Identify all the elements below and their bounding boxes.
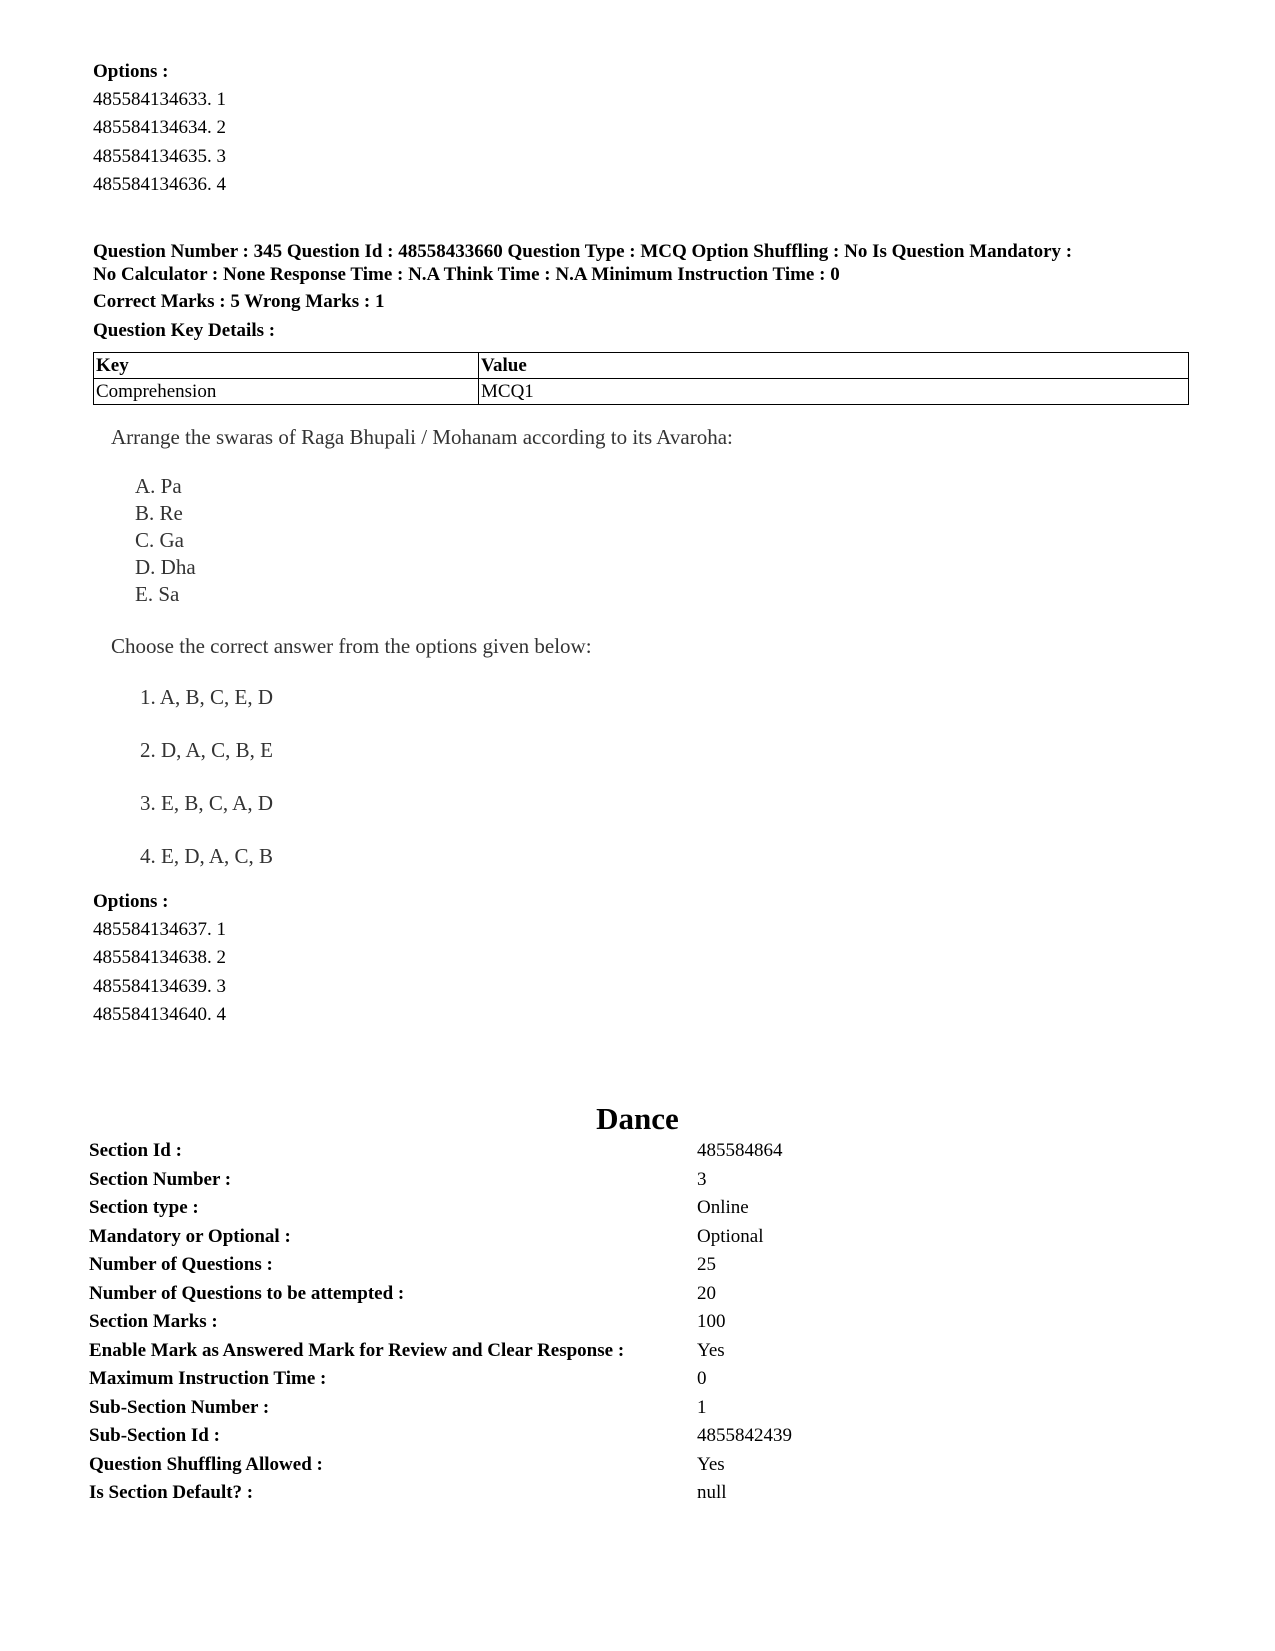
- option-item: 485584134634. 2: [93, 117, 226, 138]
- section-row-label: Section type :: [89, 1197, 199, 1218]
- option-item: 485584134636. 4: [93, 174, 226, 195]
- answer-choice: 4. E, D, A, C, B: [140, 844, 274, 868]
- section-row-value: Yes: [697, 1454, 725, 1475]
- question-item: B. Re: [135, 501, 183, 525]
- section-row-value: 4855842439: [697, 1425, 792, 1446]
- section-row-value: 20: [697, 1283, 716, 1304]
- section-row-sub-section-id: [89, 1422, 1189, 1450]
- section-row-max-instruction-time: [89, 1365, 1189, 1393]
- section-row-label: Sub-Section Id :: [89, 1425, 220, 1446]
- section-row-label: Maximum Instruction Time :: [89, 1368, 327, 1389]
- section-row-number-of-questions: [89, 1251, 1189, 1279]
- section-row-value: 100: [697, 1311, 726, 1332]
- section-row-mandatory: [89, 1223, 1189, 1251]
- option-item: 485584134639. 3: [93, 976, 226, 997]
- section-row-number: [89, 1166, 1189, 1194]
- section-row-question-shuffling: [89, 1451, 1189, 1479]
- section-row-value: null: [697, 1482, 727, 1503]
- section-row-value: 25: [697, 1254, 716, 1275]
- answer-choice: 2. D, A, C, B, E: [140, 738, 274, 762]
- options-heading-previous: Options :: [93, 61, 169, 82]
- section-row-value: 485584864: [697, 1140, 783, 1161]
- table-header-key: Key: [94, 353, 479, 379]
- section-row-label: Section Id :: [89, 1140, 182, 1161]
- question-info-line-2: No Calculator : None Response Time : N.A Think Time : N.A Minimum Instruction Time : 0: [93, 264, 840, 285]
- table-cell-value: MCQ1: [479, 379, 1189, 405]
- section-title: Dance: [596, 1101, 679, 1136]
- question-marks: Correct Marks : 5 Wrong Marks : 1: [93, 291, 385, 312]
- section-row-value: Yes: [697, 1340, 725, 1361]
- question-key-table: [93, 352, 1189, 405]
- section-row-label: Section Number :: [89, 1169, 232, 1190]
- table-header-row: [94, 353, 1189, 379]
- section-row-value: Online: [697, 1197, 749, 1218]
- option-item: 485584134640. 4: [93, 1004, 226, 1025]
- section-row-label: Question Shuffling Allowed :: [89, 1454, 323, 1475]
- section-row-label: Section Marks :: [89, 1311, 218, 1332]
- section-row-label: Sub-Section Number :: [89, 1397, 270, 1418]
- option-item: 485584134637. 1: [93, 919, 226, 940]
- section-row-type: [89, 1194, 1189, 1222]
- answer-choice: 1. A, B, C, E, D: [140, 685, 274, 709]
- option-item: 485584134638. 2: [93, 947, 226, 968]
- section-row-is-default: [89, 1479, 1189, 1507]
- table-header-value: Value: [479, 353, 1189, 379]
- options-heading: Options :: [93, 891, 169, 912]
- section-row-marks: [89, 1308, 1189, 1336]
- section-row-value: 3: [697, 1169, 707, 1190]
- table-row: [94, 379, 1189, 405]
- answer-choice: 3. E, B, C, A, D: [140, 791, 274, 815]
- question-item: C. Ga: [135, 528, 184, 552]
- section-row-label: Number of Questions :: [89, 1254, 273, 1275]
- section-row-label: Mandatory or Optional :: [89, 1226, 291, 1247]
- question-info-line-1: Question Number : 345 Question Id : 48558433660 Question Type : MCQ Option Shuffling : No Is Question Mandatory :: [93, 241, 1073, 262]
- section-row-label: Enable Mark as Answered Mark for Review and Clear Response :: [89, 1340, 625, 1361]
- question-stem: Arrange the swaras of Raga Bhupali / Mohanam according to its Avaroha:: [111, 425, 733, 449]
- question-item: D. Dha: [135, 555, 196, 579]
- question-key-details-heading: Question Key Details :: [93, 320, 276, 341]
- question-item: A. Pa: [135, 474, 182, 498]
- section-row-id: [89, 1137, 1189, 1165]
- section-row-questions-to-attempt: [89, 1280, 1189, 1308]
- section-row-label: Is Section Default? :: [89, 1482, 254, 1503]
- question-choose-instruction: Choose the correct answer from the options given below:: [111, 634, 592, 658]
- section-row-value: 1: [697, 1397, 707, 1418]
- section-row-enable-mark: [89, 1337, 1189, 1365]
- section-row-value: Optional: [697, 1226, 764, 1247]
- section-row-value: 0: [697, 1368, 707, 1389]
- section-row-label: Number of Questions to be attempted :: [89, 1283, 405, 1304]
- table-cell-key: Comprehension: [94, 379, 479, 405]
- question-item: E. Sa: [135, 582, 180, 606]
- question-info: [93, 240, 1203, 286]
- option-item: 485584134633. 1: [93, 89, 226, 110]
- section-row-sub-section-number: [89, 1394, 1189, 1422]
- option-item: 485584134635. 3: [93, 146, 226, 167]
